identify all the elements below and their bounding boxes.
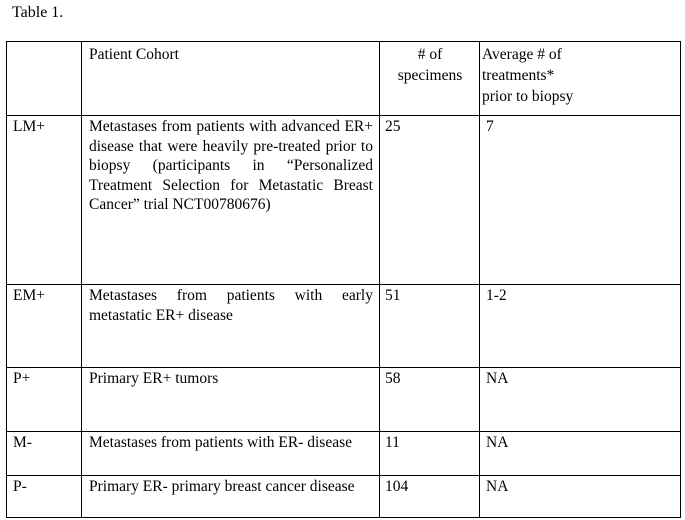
header-code-cell	[7, 42, 82, 116]
row-avg-treatments-cell: NA	[480, 368, 681, 432]
row-code-cell: P+	[7, 368, 82, 432]
header-specimens-line-1: # of	[417, 46, 443, 63]
table-row	[7, 285, 681, 368]
row-description-cell: Metastases from patients with early metastatic ER+ disease	[82, 285, 380, 368]
row-code-cell: M-	[7, 432, 82, 476]
header-avg-line-2: treatments*	[482, 67, 555, 84]
row-specimens-cell: 104	[380, 476, 480, 518]
row-specimens-cell: 25	[380, 116, 480, 285]
header-avg-line-1: Average # of	[482, 46, 562, 63]
row-code-cell: P-	[7, 476, 82, 518]
row-description-cell: Primary ER- primary breast cancer disease	[82, 476, 380, 518]
header-patient-cohort	[82, 42, 380, 116]
row-avg-treatments-cell: NA	[480, 476, 681, 518]
table-row	[7, 116, 681, 285]
header-patient-cohort-text: Patient Cohort	[89, 46, 179, 63]
table-header-row	[7, 42, 681, 116]
header-specimens-line-2: specimens	[397, 67, 463, 84]
row-avg-treatments-cell: 1-2	[480, 285, 681, 368]
row-specimens-cell: 58	[380, 368, 480, 432]
row-avg-treatments-cell: 7	[480, 116, 681, 285]
table-row	[7, 368, 681, 432]
row-code-cell: LM+	[7, 116, 82, 285]
patient-cohort-table	[6, 41, 681, 518]
header-average-treatments	[480, 42, 681, 116]
row-code-cell: EM+	[7, 285, 82, 368]
row-avg-treatments-cell: NA	[480, 432, 681, 476]
row-description-cell: Metastases from patients with advanced ER+ disease that were heavily pre-treated prior to biopsy (participants in “Personalized Treatment Selection for Metastatic Breast Cancer” trial NCT00780676)	[82, 116, 380, 285]
table-caption: Table 1.	[12, 4, 64, 21]
row-specimens-cell: 51	[380, 285, 480, 368]
header-avg-line-3: prior to biopsy	[482, 88, 574, 105]
table-row	[7, 432, 681, 476]
header-number-of-specimens	[380, 42, 480, 116]
row-description-cell: Metastases from patients with ER- disease	[82, 432, 380, 476]
row-specimens-cell: 11	[380, 432, 480, 476]
table-row	[7, 476, 681, 518]
row-description-cell: Primary ER+ tumors	[82, 368, 380, 432]
